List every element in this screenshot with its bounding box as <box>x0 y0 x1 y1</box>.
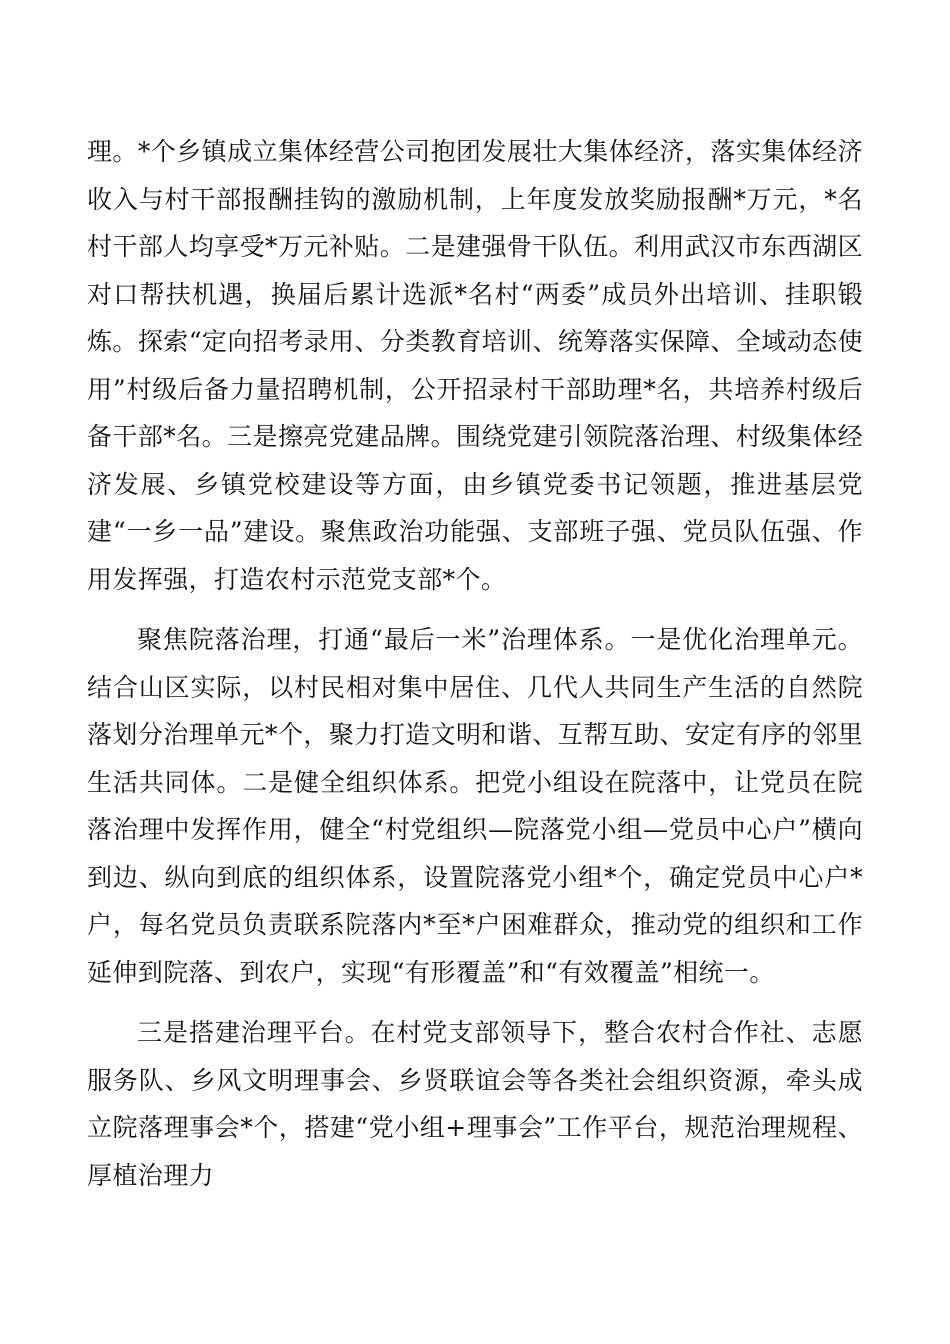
paragraph-3: 三是搭建治理平台。在村党支部领导下，整合农村合作社、志愿服务队、乡风文明理事会、乡贤联谊会等各类社会组织资源，牵头成立院落理事会*个，搭建“党小组+理事会”工作平台，规范治理规程、厚植治理力 <box>87 1018 863 1190</box>
document-page <box>87 128 863 1199</box>
paragraph-2: 聚焦院落治理，打通“最后一米”治理体系。一是优化治理单元。结合山区实际，以村民相对集中居住、几代人共同生产生活的自然院落划分治理单元*个，聚力打造文明和谐、互帮互助、安定有序的邻里生活共同体。二是健全组织体系。把党小组设在院落中，让党员在院落治理中发挥作用，健全“村党组织—院落党小组—党员中心户”横向到边、纵向到底的组织体系，设置院落党小组*个，确定党员中心户*户，每名党员负责联系院落内*至*户困难群众，推动党的组织和工作延伸到院落、到农户，实现“有形覆盖”和“有效覆盖”相统一。 <box>87 625 863 987</box>
paragraph-1: 理。*个乡镇成立集体经营公司抱团发展壮大集体经济，落实集体经济收入与村干部报酬挂钩的激励机制，上年度发放奖励报酬*万元，*名村干部人均享受*万元补贴。二是建强骨干队伍。利用武汉市东西湖区对口帮扶机遇，换届后累计选派*名村“两委”成员外出培训、挂职锻炼。探索“定向招考录用、分类教育培训、统筹落实保障、全域动态使用”村级后备力量招聘机制，公开招录村干部助理*名，共培养村级后备干部*名。三是擦亮党建品牌。围绕党建引领院落治理、村级集体经济发展、乡镇党校建设等方面，由乡镇党委书记领题，推进基层党建“一乡一品”建设。聚焦政治功能强、支部班子强、党员队伍强、作用发挥强，打造农村示范党支部*个。 <box>87 137 863 594</box>
